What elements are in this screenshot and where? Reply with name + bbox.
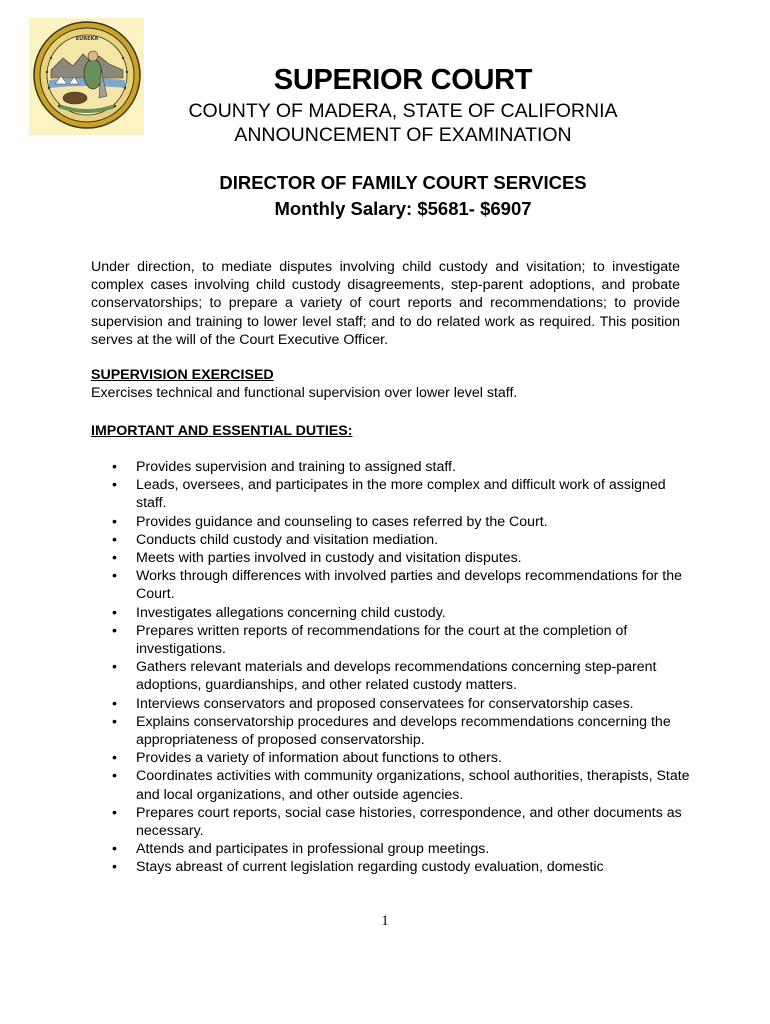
duty-item: • Explains conservatorship procedures and develops recommendations concerning the appropriateness of proposed conservatorship. <box>91 713 691 749</box>
duty-item: • Meets with parties involved in custody and visitation disputes. <box>91 549 691 567</box>
intro-paragraph: Under direction, to mediate disputes involving child custody and visitation; to investigate complex cases involving child custody disagreements, step-parent adoptions, and probate conservatorships; to prepare a variety of court reports and recommendations; to provide supervision and training to lower level staff; and to do related work as required. This position serves at the will of the Court Executive Officer. <box>91 259 680 348</box>
duty-item: • Stays abreast of current legislation regarding custody evaluation, domestic <box>91 858 691 876</box>
duty-item: • Provides supervision and training to assigned staff. <box>91 458 691 476</box>
duties-heading: IMPORTANT AND ESSENTIAL DUTIES: <box>91 423 353 439</box>
court-title: SUPERIOR COURT <box>273 64 533 96</box>
duties-list <box>91 458 691 877</box>
duty-item: • Investigates allegations concerning child custody. <box>91 604 691 622</box>
duty-item: • Leads, oversees, and participates in the more complex and difficult work of assigned staff. <box>91 476 691 512</box>
duty-item: • Provides a variety of information about functions to others. <box>91 749 691 767</box>
duty-item: • Interviews conservators and proposed conservatees for conservatorship cases. <box>91 695 691 713</box>
seal-motto: EUREKA <box>75 36 99 42</box>
salary-line: Monthly Salary: $5681- $6907 <box>274 198 532 219</box>
duty-item: • Provides guidance and counseling to cases referred by the Court. <box>91 513 691 531</box>
position-title: DIRECTOR OF FAMILY COURT SERVICES <box>219 172 587 193</box>
supervision-text: Exercises technical and functional supervision over lower level staff. <box>91 385 518 401</box>
duty-item: • Coordinates activities with community organizations, school authorities, therapists, State and local organizations, and other outside agencies. <box>91 767 691 803</box>
duty-item: • Attends and participates in professional group meetings. <box>91 840 691 858</box>
page-number: 1 <box>381 913 389 929</box>
supervision-heading: SUPERVISION EXERCISED <box>91 367 274 383</box>
duty-item: • Conducts child custody and visitation mediation. <box>91 531 691 549</box>
duty-item: • Prepares court reports, social case histories, correspondence, and other documents as necessary. <box>91 804 691 840</box>
duty-item: • Prepares written reports of recommendations for the court at the completion of investigations. <box>91 622 691 658</box>
announcement-line: ANNOUNCEMENT OF EXAMINATION <box>234 124 572 146</box>
county-line: COUNTY OF MADERA, STATE OF CALIFORNIA <box>188 100 618 122</box>
duty-item: • Gathers relevant materials and develops recommendations concerning step-parent adoptions, guardianships, and other related custody matters. <box>91 658 691 694</box>
duty-item: • Works through differences with involved parties and develops recommendations for the Court. <box>91 567 691 603</box>
